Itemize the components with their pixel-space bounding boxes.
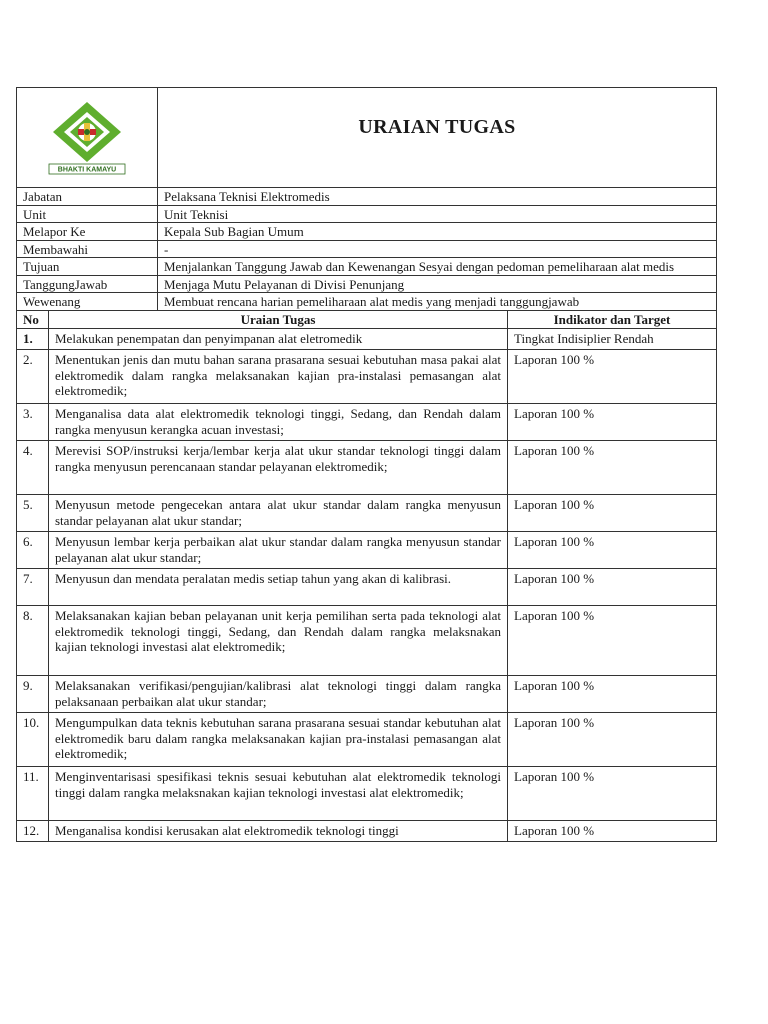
- task-row: [17, 606, 717, 676]
- task-row: [17, 441, 717, 495]
- info-value: Pelaksana Teknisi Elektromedis: [158, 188, 717, 206]
- title-cell: [158, 88, 717, 188]
- bhakti-kamayu-logo: [17, 100, 157, 176]
- info-value: -: [158, 240, 717, 258]
- task-desc: Menganalisa kondisi kerusakan alat elektromedik teknologi tinggi: [49, 821, 508, 842]
- task-no: 1.: [17, 329, 49, 350]
- info-label: Unit: [17, 205, 158, 223]
- info-row: [17, 258, 717, 276]
- task-indicator: Laporan 100 %: [508, 441, 717, 495]
- header-no: No: [17, 310, 49, 329]
- task-desc: Menginventarisasi spesifikasi teknis sesuai kebutuhan alat elektromedik teknologi tinggi dalam rangka melaksnakan kajian teknologi investasi alat elektromedik;: [49, 767, 508, 821]
- task-row: [17, 350, 717, 404]
- task-no: 8.: [17, 606, 49, 676]
- task-no: 11.: [17, 767, 49, 821]
- task-row: [17, 569, 717, 606]
- task-desc: Menentukan jenis dan mutu bahan sarana prasarana sesuai kebutuhan masa pakai alat elektromedik dalam rangka melaksanakan kajian pra-instalasi pemasangan alat elektromedik;: [49, 350, 508, 404]
- info-row: [17, 275, 717, 293]
- info-label: TanggungJawab: [17, 275, 158, 293]
- task-indicator: Laporan 100 %: [508, 676, 717, 713]
- task-row: [17, 713, 717, 767]
- task-indicator: Laporan 100 %: [508, 404, 717, 441]
- logo-cell: [17, 88, 158, 188]
- header-indicator: Indikator dan Target: [508, 310, 717, 329]
- task-row: [17, 767, 717, 821]
- info-label: Melapor Ke: [17, 223, 158, 241]
- info-value: Unit Teknisi: [158, 205, 717, 223]
- info-value: Kepala Sub Bagian Umum: [158, 223, 717, 241]
- task-no: 4.: [17, 441, 49, 495]
- task-indicator: Laporan 100 %: [508, 495, 717, 532]
- task-no: 5.: [17, 495, 49, 532]
- task-row: [17, 329, 717, 350]
- task-row: [17, 404, 717, 441]
- task-indicator: Laporan 100 %: [508, 569, 717, 606]
- task-desc: Merevisi SOP/instruksi kerja/lembar kerja alat ukur standar teknologi tinggi dalam rangka menyusun perencanaan standar pelayanan elektromedik;: [49, 441, 508, 495]
- task-desc: Menyusun dan mendata peralatan medis setiap tahun yang akan di kalibrasi.: [49, 569, 508, 606]
- task-no: 7.: [17, 569, 49, 606]
- logo-emblem-icon: [47, 100, 127, 176]
- info-table: [16, 187, 717, 311]
- task-no: 6.: [17, 532, 49, 569]
- task-desc: Melakukan penempatan dan penyimpanan alat eletromedik: [49, 329, 508, 350]
- task-desc: Menyusun lembar kerja perbaikan alat ukur standar dalam rangka menyusun standar pelayanan alat ukur standar;: [49, 532, 508, 569]
- info-label: Membawahi: [17, 240, 158, 258]
- info-label: Tujuan: [17, 258, 158, 276]
- document: [16, 87, 717, 842]
- task-no: 10.: [17, 713, 49, 767]
- task-indicator: Tingkat Indisiplier Rendah: [508, 329, 717, 350]
- task-indicator: Laporan 100 %: [508, 821, 717, 842]
- info-value: Menjalankan Tanggung Jawab dan Kewenangan Sesyai dengan pedoman pemeliharaan alat medis: [158, 258, 717, 276]
- task-row: [17, 821, 717, 842]
- task-no: 12.: [17, 821, 49, 842]
- task-desc: Menganalisa data alat elektromedik teknologi tinggi, Sedang, dan Rendah dalam rangka menyusun kerangka acuan investasi;: [49, 404, 508, 441]
- task-desc: Mengumpulkan data teknis kebutuhan sarana prasarana sesuai standar kebutuhan alat elektromedik baru dalam rangka melaksanakan kajian pra-instalasi pemasangan alat elektromedik;: [49, 713, 508, 767]
- info-row: [17, 223, 717, 241]
- task-desc: Menyusun metode pengecekan antara alat ukur standar dalam rangka menyusun standar pelayanan alat ukur standar;: [49, 495, 508, 532]
- tasks-header-row: [17, 310, 717, 329]
- task-no: 2.: [17, 350, 49, 404]
- info-value: Menjaga Mutu Pelayanan di Divisi Penunjang: [158, 275, 717, 293]
- task-indicator: Laporan 100 %: [508, 532, 717, 569]
- info-row: [17, 293, 717, 311]
- task-row: [17, 532, 717, 569]
- info-row: [17, 205, 717, 223]
- task-indicator: Laporan 100 %: [508, 713, 717, 767]
- task-indicator: Laporan 100 %: [508, 767, 717, 821]
- info-label: Jabatan: [17, 188, 158, 206]
- info-value: Membuat rencana harian pemeliharaan alat medis yang menjadi tanggungjawab: [158, 293, 717, 311]
- task-row: [17, 676, 717, 713]
- task-indicator: Laporan 100 %: [508, 350, 717, 404]
- task-desc: Melaksanakan verifikasi/pengujian/kalibrasi alat teknologi tinggi dalam rangka pelaksanaan perbaikan alat ukur standar;: [49, 676, 508, 713]
- task-no: 9.: [17, 676, 49, 713]
- logo-text: BHAKTI KAMAYU: [57, 166, 117, 173]
- task-desc: Melaksanakan kajian beban pelayanan unit kerja pemilihan serta pada teknologi alat elektromedik teknologi tinggi, Sedang, dan Rendah dalam rangka melaksnakan kajian teknologi investasi alat elektromedik;: [49, 606, 508, 676]
- task-indicator: Laporan 100 %: [508, 606, 717, 676]
- page-title: URAIAN TUGAS: [358, 115, 516, 138]
- info-row: [17, 188, 717, 206]
- task-row: [17, 495, 717, 532]
- info-label: Wewenang: [17, 293, 158, 311]
- header-desc: Uraian Tugas: [49, 310, 508, 329]
- task-no: 3.: [17, 404, 49, 441]
- info-row: [17, 240, 717, 258]
- tasks-table: [16, 310, 717, 842]
- header-table: [16, 87, 717, 188]
